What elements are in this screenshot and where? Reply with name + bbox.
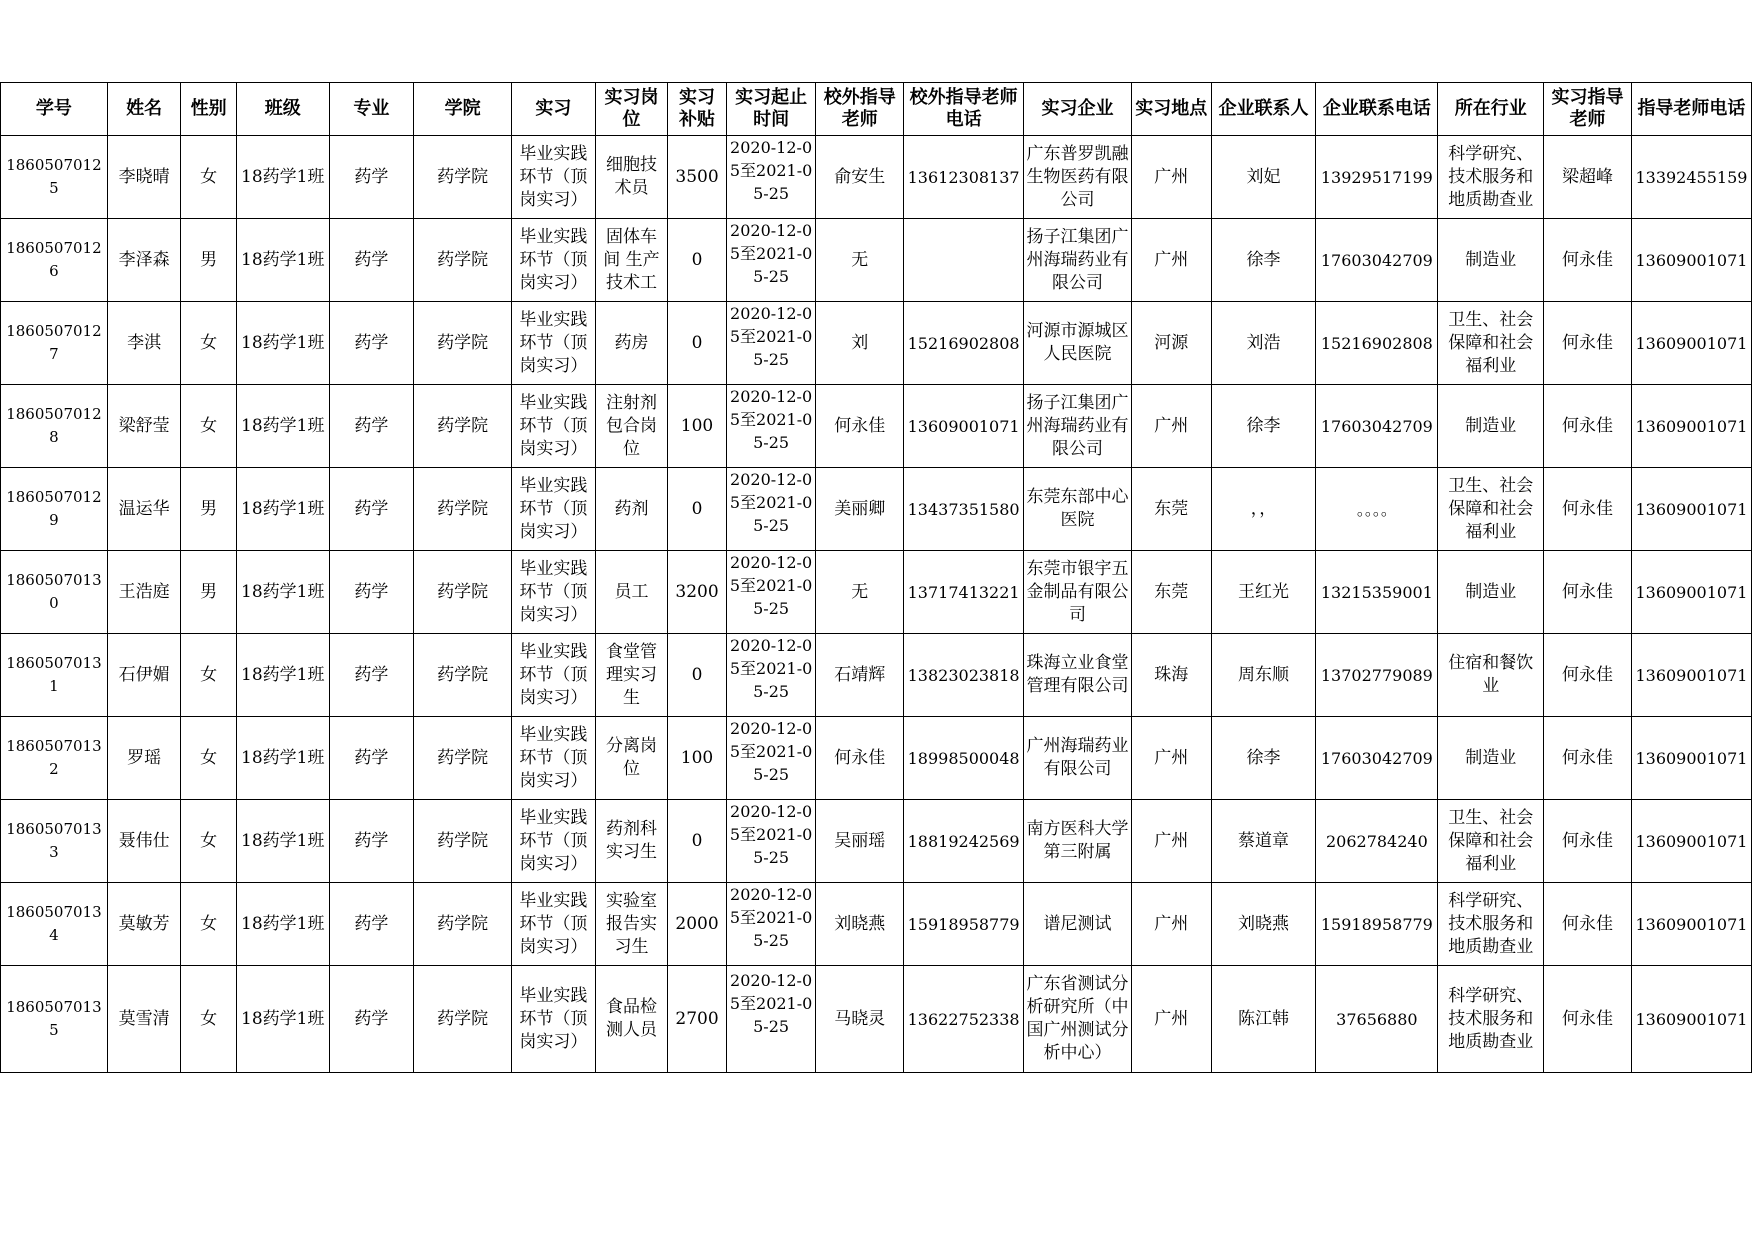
header-cell: 校外指导老师电话 <box>904 83 1024 136</box>
subsidy-cell: 3200 <box>668 551 726 634</box>
advisor-phone-cell: 13609001071 <box>1631 717 1751 800</box>
student-id-cell: 18605070127 <box>1 302 108 385</box>
company-contact-phone-cell: 2062784240 <box>1316 800 1438 883</box>
advisor-cell: 何永佳 <box>1544 717 1632 800</box>
college-cell: 药学院 <box>414 717 512 800</box>
advisor-phone-cell: 13392455159 <box>1631 136 1751 219</box>
period-cell <box>726 468 816 551</box>
major-cell: 药学 <box>329 634 414 717</box>
company-contact-cell: 徐李 <box>1211 385 1316 468</box>
location-cell: 广州 <box>1131 966 1211 1073</box>
internship-type-cell: 毕业实践环节（顶岗实习） <box>512 219 596 302</box>
internship-type-cell: 毕业实践环节（顶岗实习） <box>512 717 596 800</box>
external-teacher-cell: 石靖辉 <box>816 634 904 717</box>
period-text: 2020-12-05至2021-05-25 <box>729 470 813 535</box>
header-cell: 姓名 <box>107 83 181 136</box>
student-name-cell: 罗瑶 <box>107 717 181 800</box>
class-cell: 18药学1班 <box>236 634 329 717</box>
major-cell: 药学 <box>329 136 414 219</box>
internship-post-cell: 实验室报告实习生 <box>595 883 668 966</box>
subsidy-cell: 0 <box>668 634 726 717</box>
company-contact-phone-cell: 17603042709 <box>1316 385 1438 468</box>
company-contact-phone-cell: 。。。。 <box>1316 468 1438 551</box>
header-cell: 专业 <box>329 83 414 136</box>
period-cell <box>726 385 816 468</box>
student-name-cell: 莫敏芳 <box>107 883 181 966</box>
external-teacher-phone-cell: 13612308137 <box>904 136 1024 219</box>
period-text: 2020-12-05至2021-05-25 <box>729 221 813 286</box>
internship-post-cell: 食品检测人员 <box>595 966 668 1073</box>
advisor-phone-cell: 13609001071 <box>1631 966 1751 1073</box>
advisor-phone-cell: 13609001071 <box>1631 883 1751 966</box>
company-text: 谱尼测试 <box>1043 913 1112 934</box>
student-name-cell: 聂伟仕 <box>107 800 181 883</box>
student-name-cell: 梁舒莹 <box>107 385 181 468</box>
gender-cell: 女 <box>181 800 236 883</box>
company-text: 广东普罗凯融生物医药有限公司 <box>1026 143 1129 210</box>
external-teacher-phone-cell: 13437351580 <box>904 468 1024 551</box>
student-id-cell: 18605070129 <box>1 468 108 551</box>
external-teacher-cell: 何永佳 <box>816 717 904 800</box>
company-contact-cell: ，， <box>1211 468 1316 551</box>
gender-cell: 女 <box>181 717 236 800</box>
company-text: 广东省测试分析研究所（中国广州测试分析中心） <box>1026 974 1129 1063</box>
company-contact-cell: 刘妃 <box>1211 136 1316 219</box>
external-teacher-phone-cell: 13609001071 <box>904 385 1024 468</box>
period-text: 2020-12-05至2021-05-25 <box>729 802 813 867</box>
company-contact-cell: 刘浩 <box>1211 302 1316 385</box>
student-id-cell: 18605070131 <box>1 634 108 717</box>
period-text: 2020-12-05至2021-05-25 <box>729 885 813 950</box>
internship-post-cell: 细胞技术员 <box>595 136 668 219</box>
table-row <box>1 551 1752 634</box>
student-name-cell: 石伊媚 <box>107 634 181 717</box>
student-id-cell: 18605070134 <box>1 883 108 966</box>
internship-type-cell: 毕业实践环节（顶岗实习） <box>512 468 596 551</box>
header-row <box>1 83 1752 136</box>
external-teacher-phone-cell: 13717413221 <box>904 551 1024 634</box>
external-teacher-phone-cell: 13823023818 <box>904 634 1024 717</box>
subsidy-cell: 3500 <box>668 136 726 219</box>
period-cell <box>726 717 816 800</box>
major-cell: 药学 <box>329 385 414 468</box>
subsidy-cell: 100 <box>668 385 726 468</box>
company-contact-phone-cell: 13215359001 <box>1316 551 1438 634</box>
advisor-phone-cell: 13609001071 <box>1631 302 1751 385</box>
advisor-phone-cell: 13609001071 <box>1631 551 1751 634</box>
company-contact-cell: 徐李 <box>1211 717 1316 800</box>
period-text: 2020-12-05至2021-05-25 <box>729 138 813 203</box>
company-contact-cell: 王红光 <box>1211 551 1316 634</box>
period-cell <box>726 634 816 717</box>
gender-cell: 男 <box>181 468 236 551</box>
location-cell: 东莞 <box>1131 551 1211 634</box>
college-cell: 药学院 <box>414 551 512 634</box>
table-row <box>1 883 1752 966</box>
table-row <box>1 219 1752 302</box>
external-teacher-cell: 刘 <box>816 302 904 385</box>
company-contact-cell: 刘晓燕 <box>1211 883 1316 966</box>
advisor-cell: 何永佳 <box>1544 219 1632 302</box>
internship-post-cell: 员工 <box>595 551 668 634</box>
internship-type-cell: 毕业实践环节（顶岗实习） <box>512 634 596 717</box>
external-teacher-phone-cell: 15918958779 <box>904 883 1024 966</box>
company-contact-phone-cell: 13929517199 <box>1316 136 1438 219</box>
class-cell: 18药学1班 <box>236 551 329 634</box>
location-cell: 广州 <box>1131 385 1211 468</box>
advisor-phone-cell: 13609001071 <box>1631 468 1751 551</box>
period-text: 2020-12-05至2021-05-25 <box>729 304 813 369</box>
header-cell: 实习 <box>512 83 596 136</box>
class-cell: 18药学1班 <box>236 385 329 468</box>
company-text: 广州海瑞药业有限公司 <box>1026 736 1129 779</box>
company-text: 东莞市银宇五金制品有限公司 <box>1026 558 1129 625</box>
header-cell: 实习地点 <box>1131 83 1211 136</box>
internship-post-cell: 药剂 <box>595 468 668 551</box>
industry-cell: 科学研究、技术服务和地质勘查业 <box>1438 883 1544 966</box>
internship-type-cell: 毕业实践环节（顶岗实习） <box>512 883 596 966</box>
class-cell: 18药学1班 <box>236 136 329 219</box>
external-teacher-phone-cell: 15216902808 <box>904 302 1024 385</box>
subsidy-cell: 2000 <box>668 883 726 966</box>
advisor-phone-cell: 13609001071 <box>1631 219 1751 302</box>
advisor-cell: 梁超峰 <box>1544 136 1632 219</box>
internship-type-cell: 毕业实践环节（顶岗实习） <box>512 800 596 883</box>
industry-cell: 卫生、社会保障和社会福利业 <box>1438 302 1544 385</box>
company-cell <box>1024 302 1132 385</box>
company-contact-cell: 陈江韩 <box>1211 966 1316 1073</box>
internship-type-cell: 毕业实践环节（顶岗实习） <box>512 966 596 1073</box>
header-cell: 实习起止时间 <box>726 83 816 136</box>
header-cell: 实习指导老师 <box>1544 83 1632 136</box>
period-text: 2020-12-05至2021-05-25 <box>729 387 813 452</box>
header-cell: 企业联系人 <box>1211 83 1316 136</box>
college-cell: 药学院 <box>414 634 512 717</box>
external-teacher-cell: 吴丽瑶 <box>816 800 904 883</box>
header-cell: 性别 <box>181 83 236 136</box>
industry-cell: 卫生、社会保障和社会福利业 <box>1438 800 1544 883</box>
location-cell: 东莞 <box>1131 468 1211 551</box>
class-cell: 18药学1班 <box>236 468 329 551</box>
college-cell: 药学院 <box>414 883 512 966</box>
location-cell: 广州 <box>1131 219 1211 302</box>
student-name-cell: 李泽森 <box>107 219 181 302</box>
industry-cell: 科学研究、技术服务和地质勘查业 <box>1438 136 1544 219</box>
company-contact-phone-cell: 17603042709 <box>1316 219 1438 302</box>
company-text: 南方医科大学第三附属 <box>1026 819 1129 862</box>
gender-cell: 女 <box>181 136 236 219</box>
class-cell: 18药学1班 <box>236 883 329 966</box>
header-cell: 企业联系电话 <box>1316 83 1438 136</box>
internship-post-cell: 药房 <box>595 302 668 385</box>
advisor-phone-cell: 13609001071 <box>1631 634 1751 717</box>
major-cell: 药学 <box>329 468 414 551</box>
internship-type-cell: 毕业实践环节（顶岗实习） <box>512 136 596 219</box>
company-text: 珠海立业食堂管理有限公司 <box>1026 653 1129 696</box>
period-text: 2020-12-05至2021-05-25 <box>729 719 813 784</box>
class-cell: 18药学1班 <box>236 219 329 302</box>
external-teacher-cell: 马晓灵 <box>816 966 904 1073</box>
major-cell: 药学 <box>329 551 414 634</box>
company-contact-phone-cell: 15918958779 <box>1316 883 1438 966</box>
advisor-cell: 何永佳 <box>1544 966 1632 1073</box>
student-name-cell: 王浩庭 <box>107 551 181 634</box>
period-text: 2020-12-05至2021-05-25 <box>729 553 813 618</box>
company-contact-cell: 蔡道章 <box>1211 800 1316 883</box>
industry-cell: 制造业 <box>1438 219 1544 302</box>
gender-cell: 女 <box>181 634 236 717</box>
college-cell: 药学院 <box>414 219 512 302</box>
major-cell: 药学 <box>329 219 414 302</box>
company-contact-cell: 徐李 <box>1211 219 1316 302</box>
subsidy-cell: 0 <box>668 219 726 302</box>
major-cell: 药学 <box>329 966 414 1073</box>
student-name-cell: 李晓晴 <box>107 136 181 219</box>
advisor-cell: 何永佳 <box>1544 551 1632 634</box>
table-row <box>1 717 1752 800</box>
external-teacher-cell: 何永佳 <box>816 385 904 468</box>
student-id-cell: 18605070132 <box>1 717 108 800</box>
period-cell <box>726 551 816 634</box>
location-cell: 广州 <box>1131 136 1211 219</box>
location-cell: 广州 <box>1131 717 1211 800</box>
table-row <box>1 385 1752 468</box>
class-cell: 18药学1班 <box>236 717 329 800</box>
subsidy-cell: 100 <box>668 717 726 800</box>
industry-cell: 住宿和餐饮业 <box>1438 634 1544 717</box>
external-teacher-cell: 无 <box>816 219 904 302</box>
internship-post-cell: 固体车间 生产技术工 <box>595 219 668 302</box>
advisor-cell: 何永佳 <box>1544 468 1632 551</box>
company-text: 河源市源城区人民医院 <box>1026 321 1129 364</box>
table-row <box>1 136 1752 219</box>
student-name-cell: 莫雪清 <box>107 966 181 1073</box>
header-cell: 指导老师电话 <box>1631 83 1751 136</box>
internship-type-cell: 毕业实践环节（顶岗实习） <box>512 385 596 468</box>
class-cell: 18药学1班 <box>236 302 329 385</box>
period-text: 2020-12-05至2021-05-25 <box>729 971 813 1036</box>
company-cell <box>1024 136 1132 219</box>
class-cell: 18药学1班 <box>236 800 329 883</box>
subsidy-cell: 0 <box>668 800 726 883</box>
subsidy-cell: 0 <box>668 302 726 385</box>
internship-type-cell: 毕业实践环节（顶岗实习） <box>512 551 596 634</box>
external-teacher-phone-cell <box>904 219 1024 302</box>
internship-post-cell: 食堂管理实习生 <box>595 634 668 717</box>
advisor-phone-cell: 13609001071 <box>1631 385 1751 468</box>
gender-cell: 男 <box>181 551 236 634</box>
table-row <box>1 302 1752 385</box>
company-cell <box>1024 219 1132 302</box>
company-contact-cell: 周东顺 <box>1211 634 1316 717</box>
college-cell: 药学院 <box>414 800 512 883</box>
company-cell <box>1024 800 1132 883</box>
external-teacher-phone-cell: 13622752338 <box>904 966 1024 1073</box>
period-cell <box>726 883 816 966</box>
advisor-phone-cell: 13609001071 <box>1631 800 1751 883</box>
table-row <box>1 966 1752 1073</box>
header-cell: 学院 <box>414 83 512 136</box>
period-cell <box>726 219 816 302</box>
student-name-cell: 李淇 <box>107 302 181 385</box>
college-cell: 药学院 <box>414 385 512 468</box>
company-text: 扬子江集团广州海瑞药业有限公司 <box>1026 226 1129 293</box>
gender-cell: 女 <box>181 883 236 966</box>
company-text: 扬子江集团广州海瑞药业有限公司 <box>1026 392 1129 459</box>
external-teacher-phone-cell: 18819242569 <box>904 800 1024 883</box>
company-cell <box>1024 883 1132 966</box>
advisor-cell: 何永佳 <box>1544 385 1632 468</box>
external-teacher-cell: 无 <box>816 551 904 634</box>
subsidy-cell: 0 <box>668 468 726 551</box>
major-cell: 药学 <box>329 800 414 883</box>
internship-post-cell: 分离岗位 <box>595 717 668 800</box>
header-cell: 实习岗位 <box>595 83 668 136</box>
company-cell <box>1024 634 1132 717</box>
external-teacher-cell: 美丽卿 <box>816 468 904 551</box>
location-cell: 河源 <box>1131 302 1211 385</box>
student-id-cell: 18605070135 <box>1 966 108 1073</box>
external-teacher-phone-cell: 18998500048 <box>904 717 1024 800</box>
external-teacher-cell: 俞安生 <box>816 136 904 219</box>
advisor-cell: 何永佳 <box>1544 302 1632 385</box>
internship-type-cell: 毕业实践环节（顶岗实习） <box>512 302 596 385</box>
location-cell: 广州 <box>1131 883 1211 966</box>
company-contact-phone-cell: 17603042709 <box>1316 717 1438 800</box>
college-cell: 药学院 <box>414 136 512 219</box>
student-id-cell: 18605070133 <box>1 800 108 883</box>
internship-post-cell: 药剂科实习生 <box>595 800 668 883</box>
location-cell: 广州 <box>1131 800 1211 883</box>
header-cell: 班级 <box>236 83 329 136</box>
table-row <box>1 634 1752 717</box>
period-cell <box>726 800 816 883</box>
college-cell: 药学院 <box>414 966 512 1073</box>
advisor-cell: 何永佳 <box>1544 883 1632 966</box>
subsidy-cell: 2700 <box>668 966 726 1073</box>
header-cell: 所在行业 <box>1438 83 1544 136</box>
company-cell <box>1024 966 1132 1073</box>
college-cell: 药学院 <box>414 302 512 385</box>
student-id-cell: 18605070126 <box>1 219 108 302</box>
period-text: 2020-12-05至2021-05-25 <box>729 636 813 701</box>
header-cell: 实习企业 <box>1024 83 1132 136</box>
student-id-cell: 18605070128 <box>1 385 108 468</box>
table-row <box>1 468 1752 551</box>
period-cell <box>726 966 816 1073</box>
advisor-cell: 何永佳 <box>1544 800 1632 883</box>
external-teacher-cell: 刘晓燕 <box>816 883 904 966</box>
company-cell <box>1024 717 1132 800</box>
major-cell: 药学 <box>329 883 414 966</box>
industry-cell: 科学研究、技术服务和地质勘查业 <box>1438 966 1544 1073</box>
gender-cell: 女 <box>181 302 236 385</box>
class-cell: 18药学1班 <box>236 966 329 1073</box>
student-id-cell: 18605070130 <box>1 551 108 634</box>
industry-cell: 制造业 <box>1438 551 1544 634</box>
header-cell: 校外指导老师 <box>816 83 904 136</box>
company-contact-phone-cell: 13702779089 <box>1316 634 1438 717</box>
company-cell <box>1024 551 1132 634</box>
internship-table <box>0 82 1752 1073</box>
college-cell: 药学院 <box>414 468 512 551</box>
period-cell <box>726 136 816 219</box>
period-cell <box>726 302 816 385</box>
gender-cell: 女 <box>181 385 236 468</box>
company-cell <box>1024 385 1132 468</box>
internship-post-cell: 注射剂包合岗位 <box>595 385 668 468</box>
industry-cell: 制造业 <box>1438 717 1544 800</box>
industry-cell: 卫生、社会保障和社会福利业 <box>1438 468 1544 551</box>
company-cell <box>1024 468 1132 551</box>
major-cell: 药学 <box>329 302 414 385</box>
header-cell: 实习补贴 <box>668 83 726 136</box>
company-contact-phone-cell: 37656880 <box>1316 966 1438 1073</box>
header-cell: 学号 <box>1 83 108 136</box>
major-cell: 药学 <box>329 717 414 800</box>
company-contact-phone-cell: 15216902808 <box>1316 302 1438 385</box>
location-cell: 珠海 <box>1131 634 1211 717</box>
gender-cell: 女 <box>181 966 236 1073</box>
student-name-cell: 温运华 <box>107 468 181 551</box>
table-row <box>1 800 1752 883</box>
gender-cell: 男 <box>181 219 236 302</box>
student-id-cell: 18605070125 <box>1 136 108 219</box>
industry-cell: 制造业 <box>1438 385 1544 468</box>
company-text: 东莞东部中心医院 <box>1026 487 1129 530</box>
advisor-cell: 何永佳 <box>1544 634 1632 717</box>
